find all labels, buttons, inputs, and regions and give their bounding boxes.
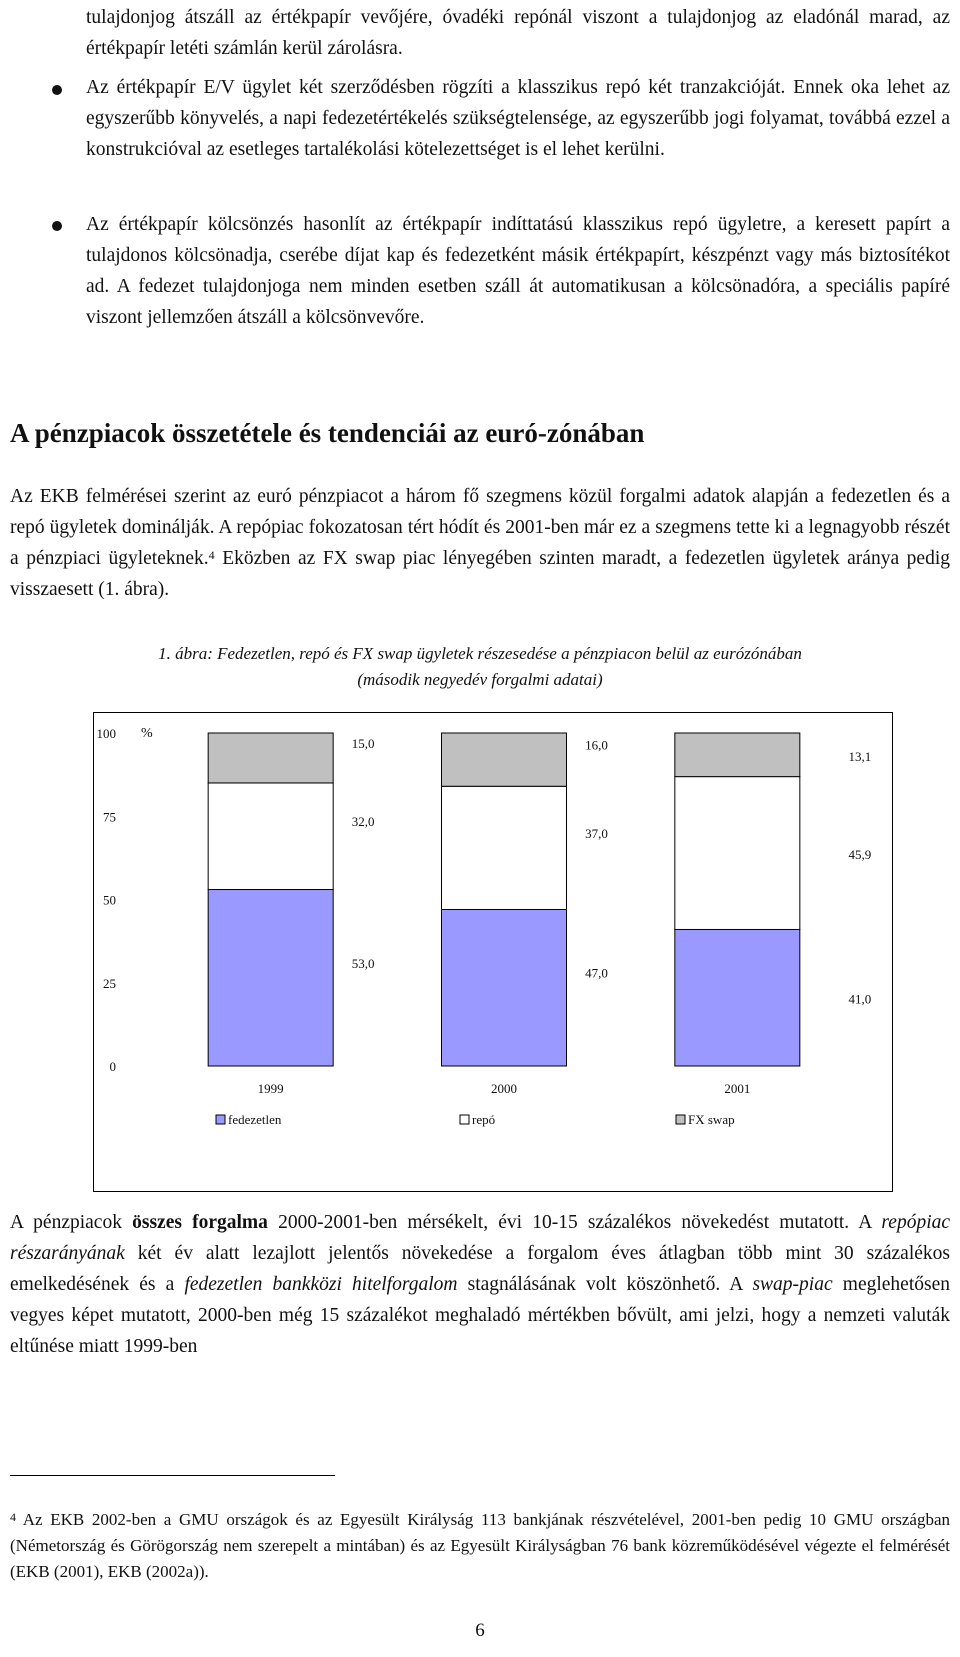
text-run: A pénzpiacok <box>10 1212 133 1233</box>
data-label: 16,0 <box>585 737 608 753</box>
page-number: 6 <box>475 1620 485 1641</box>
x-tick-label: 2000 <box>491 1081 517 1096</box>
bullet-item-ev-ugylet: Az értékpapír E/V ügylet két szerződésben rögzíti a klasszikus repó két tranzakcióját. Ennek oka lehet az egyszerűbb könyvelés, a napi fedezetértékelés szükségtelensége, az egyszerűbb jogi folyamat, továbbá ezzel a konstrukcióval az esetleges tartalékolási kötelezettséget is el lehet kerülni. <box>86 77 950 160</box>
italic-term-fedezetlen: fedezetlen bankközi hitelforgalom <box>184 1274 458 1295</box>
data-label: 13,1 <box>848 748 872 764</box>
bullet-dot <box>52 85 62 95</box>
text-run: meglehetősen vegyes képet mutatott, 2000-ben még 15 százalékot meghaladó mértékben bővült, ami jelzi, hogy a nemzeti valuták eltűnése miatt 1999-ben <box>10 1274 950 1357</box>
legend-label: FX swap <box>688 1112 735 1127</box>
bar-segment-fx-swap <box>442 733 567 786</box>
chart-svg <box>94 713 894 1193</box>
footnote-text: Az EKB 2002-ben a GMU országok és az Egyesült Királyság 113 bankjának részvételével, 2001-ben pedig 10 GMU országban (Németország és Görögország nem szerepelt a mintában) és az Egyesült Királyságban 76 bank közreműködésével végezte el felmérését (EKB (2001), EKB (2002a)). <box>10 1510 950 1581</box>
data-label: 45,9 <box>848 847 872 863</box>
text-run: két év alatt lezajlott jelentős növekedése a forgalom éves átlagban több mint 30 százalékos emelkedésének és a <box>10 1243 950 1295</box>
x-tick-label: 1999 <box>257 1081 284 1096</box>
text-run: stagnálásának volt köszönhető. A <box>457 1274 753 1295</box>
bar-segment-fx-swap <box>208 733 333 783</box>
footnote-ref: 4 <box>208 548 215 562</box>
legend-swatch <box>676 1115 685 1124</box>
data-label: 37,0 <box>585 825 608 841</box>
italic-term-swap-piac: swap-piac <box>752 1274 833 1295</box>
footnote-separator <box>10 1475 335 1476</box>
bar-segment-repó <box>675 777 800 930</box>
stacked-bar-chart <box>93 712 893 1192</box>
intro-paragraph <box>10 481 950 605</box>
bullet-continuation-text: tulajdonjog átszáll az értékpapír vevőjére, óvadéki repónál viszont a tulajdonjog az eladónál marad, az értékpapír letéti számlán kerül zárolásra. <box>86 7 950 59</box>
y-tick-label: 100 <box>96 726 116 741</box>
bar-segment-fedezetlen <box>675 929 800 1066</box>
bar-segment-repó <box>442 786 567 909</box>
bullet-item-kolcsonzes: Az értékpapír kölcsönzés hasonlít az értékpapír indíttatású klasszikus repó ügyletre, a keresett papírt a tulajdonos kölcsönadja, cserébe díjat kap és fedezetként másik értékpapírt, készpénzt vagy más biztosítékot ad. A fedezet tulajdonjoga nem minden esetben száll át automatikusan a kölcsönadóra, a speciális papíré viszont jellemzően átszáll a kölcsönvevőre. <box>86 214 950 328</box>
data-label: 47,0 <box>585 965 608 981</box>
footnote-number: 4 <box>10 1510 16 1524</box>
bold-term-osszes-forgalma: összes forgalma <box>132 1212 268 1233</box>
legend-swatch <box>460 1115 469 1124</box>
legend-label: repó <box>472 1112 496 1127</box>
legend-swatch <box>216 1115 225 1124</box>
bar-segment-fx-swap <box>675 733 800 777</box>
data-label: 41,0 <box>848 991 872 1007</box>
data-label: 53,0 <box>351 955 375 971</box>
x-tick-label: 2001 <box>724 1081 751 1096</box>
bullet-dot <box>52 221 62 231</box>
data-label: 32,0 <box>351 814 375 830</box>
figure-caption-line1: 1. ábra: Fedezetlen, repó és FX swap ügyletek részesedése a pénzpiacon belül az eurózónában <box>158 644 802 663</box>
legend-label: fedezetlen <box>228 1112 282 1127</box>
intro-text-b: Eközben az FX swap piac lényegében szinten maradt, a fedezetlen ügyletek aránya pedig visszaesett (1. ábra). <box>10 548 950 600</box>
footnote <box>10 1507 950 1585</box>
y-axis-unit-label: % <box>141 726 153 741</box>
intro-text-a: Az EKB felmérései szerint az euró pénzpiacot a három fő szegmens közül forgalmi adatok alapján a fedezetlen és a repó ügyletek dominálják. A repópiac fokozatosan tért hódít és 2001-ben már ez a szegmens tette ki a legnagyobb részét a pénzpiaci ügyleteknek. <box>10 486 950 569</box>
figure-caption-line2: (második negyedév forgalmi adatai) <box>357 670 603 689</box>
bar-segment-fedezetlen <box>442 909 567 1066</box>
section-heading: A pénzpiacok összetétele és tendenciái az euró-zónában <box>10 418 645 448</box>
y-tick-label: 25 <box>103 975 116 991</box>
bar-segment-repó <box>208 783 333 890</box>
y-tick-label: 50 <box>103 892 116 908</box>
y-tick-label: 0 <box>109 1059 116 1074</box>
data-label: 15,0 <box>351 735 375 751</box>
bar-segment-fedezetlen <box>208 890 333 1066</box>
text-run: 2000-2001-ben mérsékelt, évi 10-15 százalékos növekedést mutatott. A <box>267 1212 882 1233</box>
figure-caption <box>10 641 950 693</box>
y-tick-label: 75 <box>103 809 116 825</box>
italic-term-repopiac: repópiac részarányának <box>10 1212 951 1264</box>
turnover-paragraph <box>10 1207 950 1362</box>
